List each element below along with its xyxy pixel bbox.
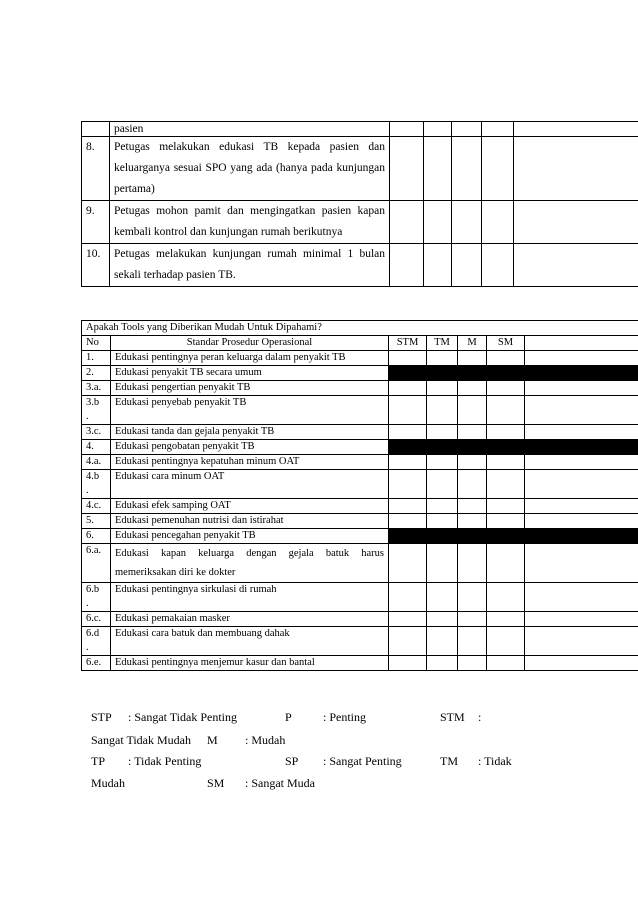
rating-cell <box>389 656 427 671</box>
rating-cell <box>458 470 487 499</box>
table-row <box>82 122 638 137</box>
row-number: 4.c. <box>82 499 111 514</box>
row-number: 3.c. <box>82 425 111 440</box>
row-text: pasien <box>110 122 390 137</box>
table-row <box>82 366 638 381</box>
rating-cell <box>458 425 487 440</box>
rating-cell <box>458 381 487 396</box>
rating-cell <box>487 627 525 656</box>
legend-m-abbr: M <box>207 733 218 747</box>
table-row <box>82 351 638 366</box>
legend-tp-abbr: TP <box>91 754 106 768</box>
rating-cell <box>525 612 638 627</box>
check-cell <box>452 122 482 137</box>
row-text: Edukasi kapan keluarga dengan gejala batuk harus memeriksakan diri ke dokter <box>111 544 389 583</box>
rating-cell <box>487 583 525 612</box>
legend-stm-abbr: STM <box>440 710 465 724</box>
rating-cell <box>458 583 487 612</box>
rating-cell <box>525 514 638 529</box>
row-number: 5. <box>82 514 111 529</box>
row-text: Edukasi pengobatan penyakit TB <box>111 440 389 455</box>
rating-cell <box>427 425 458 440</box>
row-number: 4.b . <box>82 470 111 499</box>
row-number: 6.c. <box>82 612 111 627</box>
check-cell <box>390 137 424 201</box>
row-number: 10. <box>82 244 110 287</box>
rating-cell <box>427 396 458 425</box>
rating-cell <box>458 612 487 627</box>
check-cell <box>424 201 452 244</box>
rating-cell <box>427 656 458 671</box>
check-cell <box>482 244 514 287</box>
row-text: Edukasi pemakaian masker <box>111 612 389 627</box>
row-text: Edukasi pentingnya kepatuhan minum OAT <box>111 455 389 470</box>
row-number <box>82 122 110 137</box>
rating-cell <box>525 529 638 544</box>
row-number: 6.d . <box>82 627 111 656</box>
rating-cell <box>525 396 638 425</box>
legend-sm-def: : Sangat Muda <box>245 776 315 790</box>
rating-cell <box>458 366 487 381</box>
table-row <box>82 396 638 425</box>
rating-cell <box>427 366 458 381</box>
rating-cell <box>427 381 458 396</box>
check-cell <box>482 122 514 137</box>
row-number: 6.b . <box>82 583 111 612</box>
row-number: 8. <box>82 137 110 201</box>
legend-p-abbr: P <box>285 710 292 724</box>
rating-cell <box>458 455 487 470</box>
table-header-row <box>82 336 638 351</box>
row-text: Edukasi pentingnya sirkulasi di rumah <box>111 583 389 612</box>
rating-cell <box>389 396 427 425</box>
legend-tm-def: : Tidak <box>478 754 512 768</box>
rating-cell <box>427 544 458 583</box>
rating-cell <box>389 455 427 470</box>
rating-cell <box>487 440 525 455</box>
check-cell <box>390 122 424 137</box>
row-text: Edukasi tanda dan gejala penyakit TB <box>111 425 389 440</box>
row-text: Edukasi cara batuk dan membuang dahak <box>111 627 389 656</box>
rating-cell <box>458 627 487 656</box>
rating-cell <box>487 366 525 381</box>
check-cell <box>514 244 638 287</box>
rating-cell <box>427 455 458 470</box>
row-text: Edukasi pemenuhan nutrisi dan istirahat <box>111 514 389 529</box>
header-empty <box>525 336 638 351</box>
rating-cell <box>525 425 638 440</box>
questionnaire-table <box>81 320 638 671</box>
check-cell <box>424 244 452 287</box>
table-row <box>82 612 638 627</box>
rating-cell <box>487 529 525 544</box>
row-text: Edukasi cara minum OAT <box>111 470 389 499</box>
row-number: 6. <box>82 529 111 544</box>
check-cell <box>390 244 424 287</box>
rating-cell <box>525 656 638 671</box>
rating-cell <box>427 529 458 544</box>
rating-cell <box>389 544 427 583</box>
check-cell <box>514 122 638 137</box>
legend-stm-colon: : <box>478 710 482 724</box>
header-sm: SM <box>487 336 525 351</box>
row-number: 9. <box>82 201 110 244</box>
rating-cell <box>525 351 638 366</box>
rating-cell <box>525 366 638 381</box>
rating-cell <box>389 470 427 499</box>
rating-cell <box>458 440 487 455</box>
rating-cell <box>525 455 638 470</box>
row-text: Edukasi pentingnya menjemur kasur dan bantal <box>111 656 389 671</box>
rating-cell <box>389 381 427 396</box>
table-row <box>82 137 638 201</box>
rating-cell <box>427 499 458 514</box>
row-text: Edukasi penyebab penyakit TB <box>111 396 389 425</box>
rating-cell <box>525 544 638 583</box>
legend-tm-def-cont: Mudah <box>91 776 125 790</box>
rating-cell <box>487 612 525 627</box>
row-number: 6.e. <box>82 656 111 671</box>
rating-cell <box>389 499 427 514</box>
table-row <box>82 244 638 287</box>
check-cell <box>452 201 482 244</box>
rating-cell <box>487 544 525 583</box>
table-row <box>82 440 638 455</box>
rating-cell <box>389 529 427 544</box>
rating-cell <box>487 499 525 514</box>
legend-stp-abbr: STP <box>91 710 112 724</box>
rating-cell <box>458 656 487 671</box>
rating-cell <box>525 470 638 499</box>
rating-cell <box>389 612 427 627</box>
header-sop: Standar Prosedur Operasional <box>111 336 389 351</box>
table-title-row <box>82 321 638 336</box>
legend-sp-abbr: SP <box>285 754 299 768</box>
table-row <box>82 627 638 656</box>
row-number: 6.a. <box>82 544 111 583</box>
legend-tp-def: : Tidak Penting <box>128 754 202 768</box>
table-row <box>82 514 638 529</box>
rating-cell <box>458 499 487 514</box>
table-row <box>82 656 638 671</box>
legend-stp-def: : Sangat Tidak Penting <box>128 710 238 724</box>
row-number: 4. <box>82 440 111 455</box>
rating-cell <box>525 627 638 656</box>
rating-cell <box>525 583 638 612</box>
table-row <box>82 381 638 396</box>
row-text: Edukasi penyakit TB secara umum <box>111 366 389 381</box>
rating-cell <box>525 381 638 396</box>
row-text: Petugas melakukan edukasi TB kepada pasien dan keluarganya sesuai SPO yang ada (hanya pada kunjungan pertama) <box>110 137 390 201</box>
rating-cell <box>458 544 487 583</box>
rating-cell <box>458 529 487 544</box>
rating-cell <box>427 612 458 627</box>
row-text: Petugas mohon pamit dan mengingatkan pasien kapan kembali kontrol dan kunjungan rumah berikutnya <box>110 201 390 244</box>
table-row <box>82 544 638 583</box>
rating-cell <box>487 425 525 440</box>
rating-cell <box>487 351 525 366</box>
rating-cell <box>427 440 458 455</box>
check-cell <box>452 137 482 201</box>
rating-cell <box>487 381 525 396</box>
legend-tm-abbr: TM <box>440 754 458 768</box>
row-text: Edukasi pentingnya peran keluarga dalam penyakit TB <box>111 351 389 366</box>
rating-cell <box>458 351 487 366</box>
rating-cell <box>525 499 638 514</box>
table-title: Apakah Tools yang Diberikan Mudah Untuk Dipahami? <box>82 321 638 336</box>
legend-sm-abbr: SM <box>207 776 225 790</box>
table-row <box>82 425 638 440</box>
rating-cell <box>389 366 427 381</box>
header-m: M <box>458 336 487 351</box>
legend-p-def: : Penting <box>323 710 367 724</box>
row-number: 3.b . <box>82 396 111 425</box>
header-stm: STM <box>389 336 427 351</box>
sop-checklist-table <box>81 121 638 287</box>
table-row <box>82 529 638 544</box>
table-row <box>82 499 638 514</box>
rating-cell <box>525 440 638 455</box>
check-cell <box>514 201 638 244</box>
rating-cell <box>389 514 427 529</box>
rating-cell <box>389 583 427 612</box>
row-text: Edukasi efek samping OAT <box>111 499 389 514</box>
rating-cell <box>389 351 427 366</box>
check-cell <box>424 122 452 137</box>
header-no: No <box>82 336 111 351</box>
rating-cell <box>427 514 458 529</box>
rating-cell <box>427 627 458 656</box>
check-cell <box>514 137 638 201</box>
row-text: Edukasi pengertian penyakit TB <box>111 381 389 396</box>
check-cell <box>482 201 514 244</box>
rating-cell <box>389 440 427 455</box>
row-number: 1. <box>82 351 111 366</box>
table-row <box>82 455 638 470</box>
check-cell <box>482 137 514 201</box>
legend-stm-def: Sangat Tidak Mudah <box>91 733 192 747</box>
header-tm: TM <box>427 336 458 351</box>
row-text: Petugas melakukan kunjungan rumah minimal 1 bulan sekali terhadap pasien TB. <box>110 244 390 287</box>
rating-cell <box>427 470 458 499</box>
legend-m-def: : Mudah <box>245 733 286 747</box>
rating-cell <box>487 514 525 529</box>
table-row <box>82 470 638 499</box>
row-number: 3.a. <box>82 381 111 396</box>
rating-cell <box>427 351 458 366</box>
rating-cell <box>389 627 427 656</box>
row-number: 2. <box>82 366 111 381</box>
rating-cell <box>389 425 427 440</box>
row-number: 4.a. <box>82 455 111 470</box>
check-cell <box>452 244 482 287</box>
table-row <box>82 583 638 612</box>
row-text: Edukasi pencegahan penyakit TB <box>111 529 389 544</box>
rating-cell <box>458 396 487 425</box>
legend-sp-def: : Sangat Penting <box>323 754 402 768</box>
rating-cell <box>487 455 525 470</box>
rating-cell <box>487 396 525 425</box>
rating-cell <box>427 583 458 612</box>
table-row <box>82 201 638 244</box>
check-cell <box>424 137 452 201</box>
rating-cell <box>458 514 487 529</box>
rating-cell <box>487 656 525 671</box>
check-cell <box>390 201 424 244</box>
rating-cell <box>487 470 525 499</box>
